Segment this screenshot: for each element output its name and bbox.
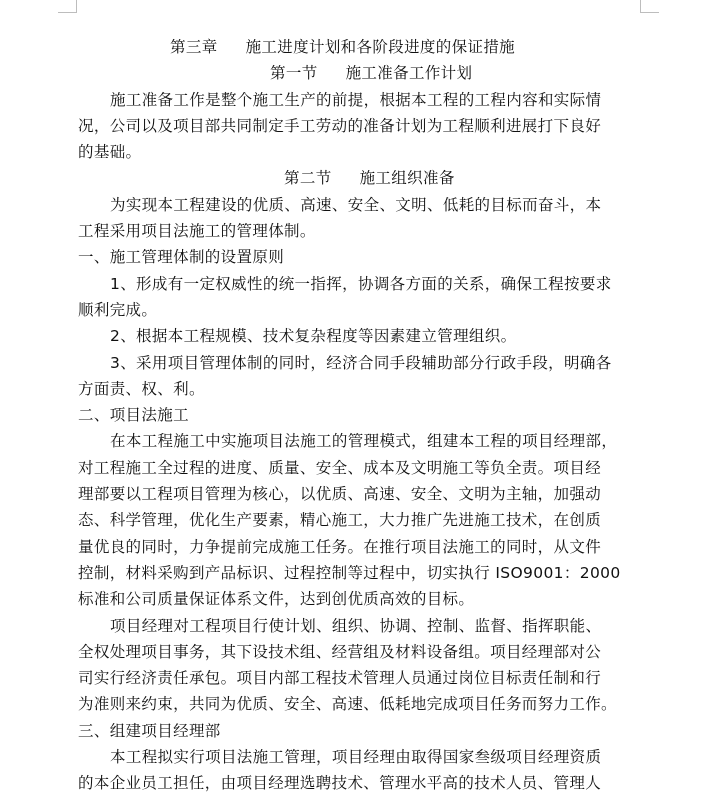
paragraph-line: 理部要以工程项目管理为核心，以优质、高速、安全、文明为主轴，加强动	[78, 485, 602, 504]
list-item-line: 1、形成有一定权威性的统一指挥，协调各方面的关系，确保工程按要求	[110, 274, 612, 293]
document-body	[78, 34, 634, 797]
paragraph-line: 为实现本工程建设的优质、高速、安全、文明、低耗的目标而奋斗，本	[110, 195, 602, 214]
chapter-heading	[78, 34, 634, 60]
paragraph-line: 项目经理对工程项目行使计划、组织、协调、控制、监督、指挥职能、	[110, 616, 602, 635]
paragraph-line: 态、科学管理，优化生产要素，精心施工，大力推广先进施工技术，在创质	[78, 511, 602, 530]
chapter-title: 施工进度计划和各阶段进度的保证措施	[245, 38, 516, 56]
section-title: 施工组织准备	[359, 169, 455, 188]
section-number: 第二节	[284, 169, 332, 188]
paragraph-line: 的本企业员工担任，由项目经理选聘技术、管理水平高的技术人员、管理人	[78, 774, 602, 793]
paragraph-line: 标准和公司质量保证体系文件，达到创优质高效的目标。	[78, 590, 475, 609]
paragraph-line: 为准则来约束，共同为优质、安全、高速、低耗地完成项目任务而努力工作。	[78, 695, 617, 714]
paragraph-line: 量优良的同时，力争提前完成施工任务。在推行项目法施工的同时，从文件	[78, 537, 602, 556]
section-number: 第一节	[270, 64, 318, 83]
page-margin-corner-top-left	[58, 0, 77, 13]
paragraph-line: 对工程施工全过程的进度、质量、安全、成本及文明施工等负全责。项目经	[78, 458, 602, 477]
paragraph-line: 的基础。	[78, 143, 142, 162]
list-item-line: 顺利完成。	[78, 300, 158, 319]
paragraph-line: 况，公司以及项目部共同制定手工劳动的准备计划为工程顺利进展打下良好	[78, 116, 602, 135]
subheading-3: 三、组建项目经理部	[78, 721, 221, 740]
section-title: 施工准备工作计划	[345, 64, 473, 83]
list-item-line: 方面责、权、利。	[78, 379, 205, 398]
chapter-number: 第三章	[170, 38, 218, 56]
list-item-line: 2、根据本工程规模、技术复杂程度等因素建立管理组织。	[110, 327, 517, 346]
section-heading-1	[78, 60, 634, 86]
paragraph-line: 在本工程施工中实施项目法施工的管理模式，组建本工程的项目经理部，	[110, 432, 618, 451]
paragraph-line: 施工准备工作是整个施工生产的前提，根据本工程的工程内容和实际情	[110, 90, 602, 109]
paragraph-line: 全权处理项目事务，其下设技术组、经营组及材料设备组。项目经理部对公	[78, 642, 602, 661]
subheading-2: 二、项目法施工	[78, 406, 189, 425]
paragraph-line: 本工程拟实行项目法施工管理，项目经理由取得国家叁级项目经理资质	[110, 748, 602, 767]
paragraph-line: 工程采用项目法施工的管理体制。	[78, 222, 316, 241]
section-heading-2	[78, 165, 634, 191]
subheading-1: 一、施工管理体制的设置原则	[78, 248, 285, 267]
paragraph-line: 司实行经济责任承包。项目内部工程技术管理人员通过岗位目标责任制和行	[78, 669, 602, 688]
list-item-line: 3、采用项目管理体制的同时，经济合同手段辅助部分行政手段，明确各	[110, 353, 612, 372]
page-margin-corner-top-right	[640, 0, 659, 13]
paragraph-line: 控制，材料采购到产品标识、过程控制等过程中，切实执行 ISO9001：2000	[78, 563, 621, 582]
